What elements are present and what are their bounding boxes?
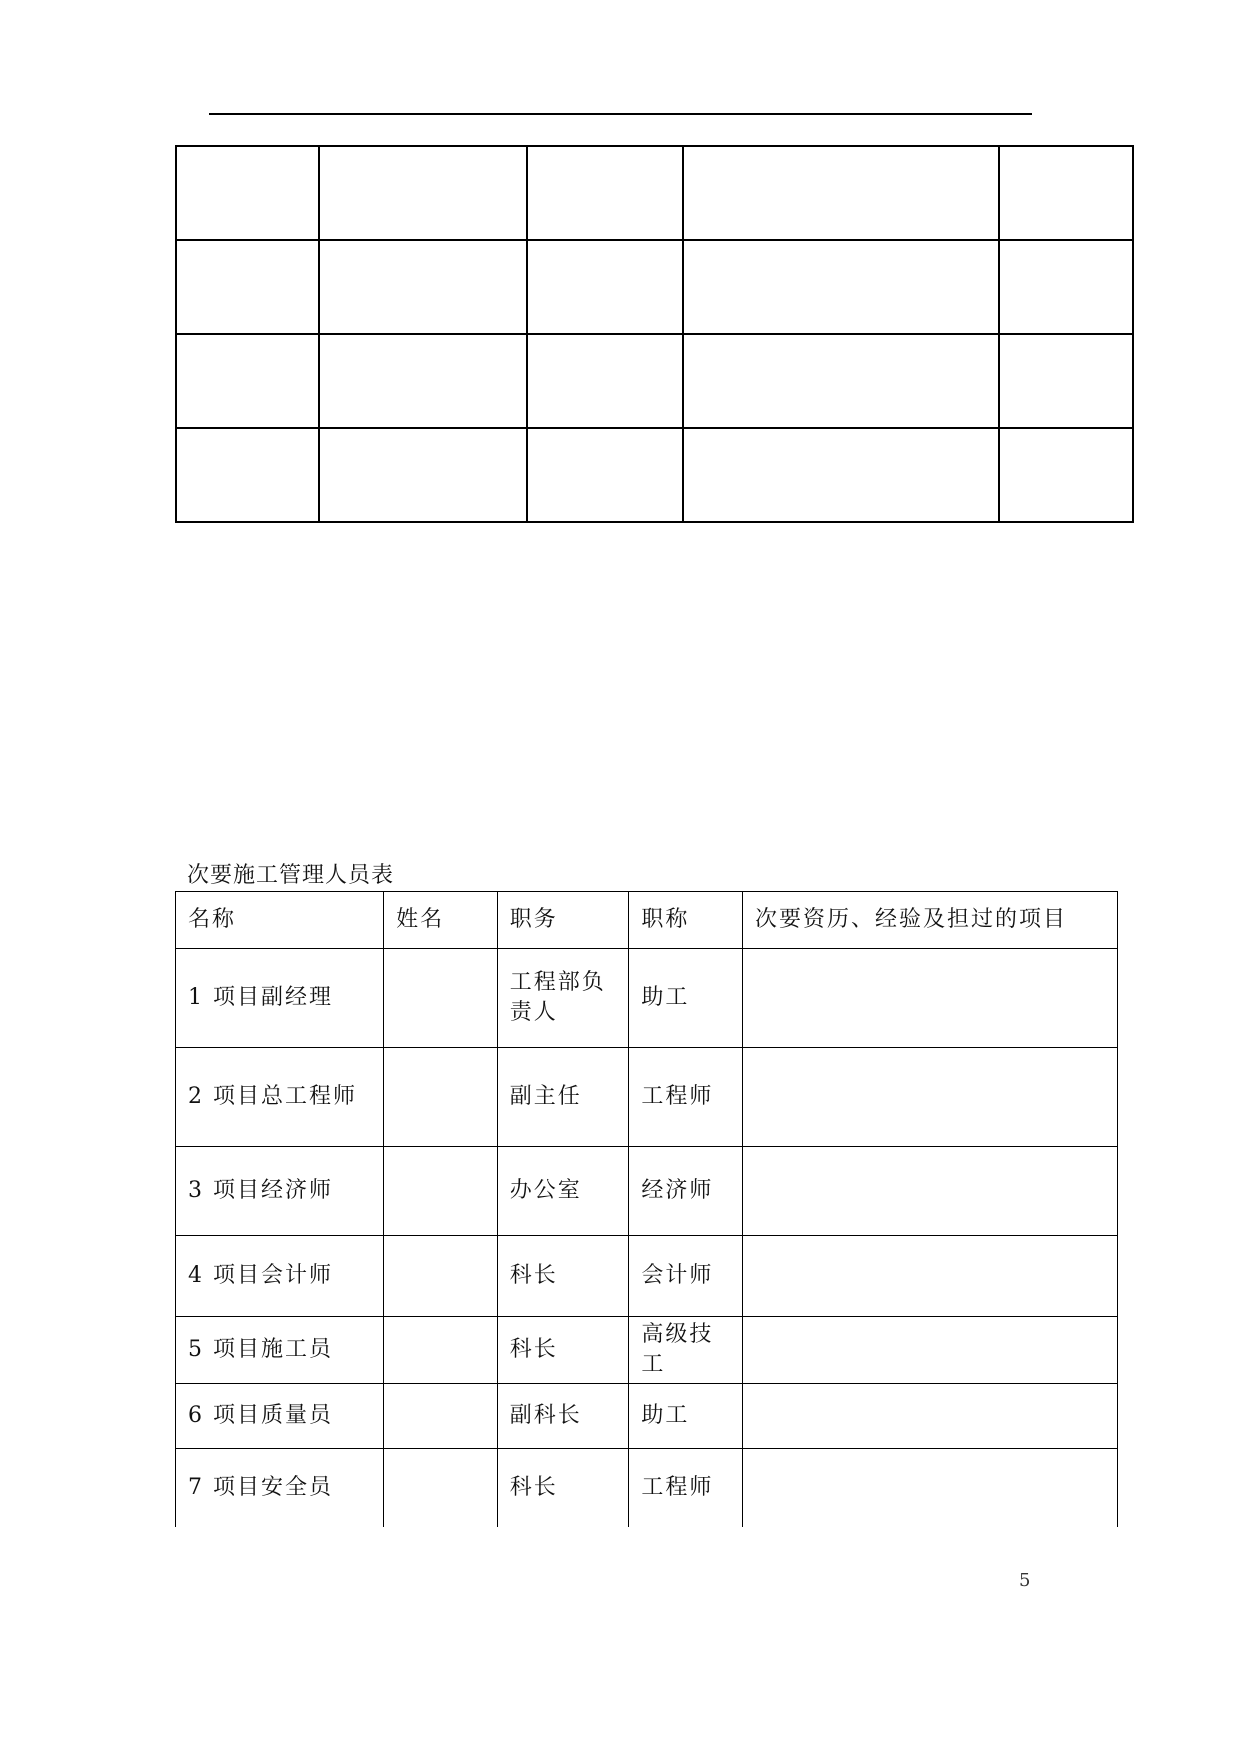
table-cell	[527, 428, 683, 522]
blank-table	[175, 145, 1134, 523]
cell-position: 科长	[497, 1236, 629, 1317]
cell-experience	[742, 949, 1117, 1048]
table-row	[176, 146, 1133, 240]
header-experience: 次要资历、经验及担过的项目	[742, 892, 1117, 949]
table-cell	[999, 146, 1133, 240]
table-row	[176, 1236, 1118, 1317]
cell-position: 工程部负责人	[497, 949, 629, 1048]
table-row	[176, 428, 1133, 522]
table-cell	[319, 240, 527, 334]
cell-person	[384, 1449, 498, 1528]
header-position: 职务	[497, 892, 629, 949]
table-row	[176, 1147, 1118, 1236]
table-row	[176, 1048, 1118, 1147]
table-cell	[176, 334, 319, 428]
table-cell	[683, 428, 999, 522]
cell-position: 科长	[497, 1449, 629, 1528]
table-cell	[683, 146, 999, 240]
page-number: 5	[1019, 1570, 1031, 1591]
table-cell	[319, 334, 527, 428]
cell-title: 工程师	[629, 1449, 743, 1528]
cell-experience	[742, 1147, 1117, 1236]
cell-title: 经济师	[629, 1147, 743, 1236]
cell-name: 5 项目施工员	[176, 1317, 384, 1384]
table-cell	[319, 428, 527, 522]
cell-position: 办公室	[497, 1147, 629, 1236]
table-cell	[999, 240, 1133, 334]
cell-position: 科长	[497, 1317, 629, 1384]
table-cell	[176, 240, 319, 334]
table-cell	[176, 146, 319, 240]
header-title: 职称	[629, 892, 743, 949]
header-rule	[209, 113, 1032, 115]
cell-person	[384, 1384, 498, 1449]
staff-table	[175, 891, 1118, 1527]
header-name: 名称	[176, 892, 384, 949]
table-cell	[176, 428, 319, 522]
cell-person	[384, 949, 498, 1048]
cell-person	[384, 1236, 498, 1317]
table-cell	[527, 146, 683, 240]
cell-experience	[742, 1384, 1117, 1449]
table-cell	[527, 240, 683, 334]
table-cell	[683, 334, 999, 428]
table-cell	[683, 240, 999, 334]
cell-name: 7 项目安全员	[176, 1449, 384, 1528]
table-row	[176, 334, 1133, 428]
table-cell	[999, 428, 1133, 522]
cell-position: 副主任	[497, 1048, 629, 1147]
table-row	[176, 949, 1118, 1048]
table-cell	[999, 334, 1133, 428]
table-row	[176, 240, 1133, 334]
cell-person	[384, 1317, 498, 1384]
cell-name: 4 项目会计师	[176, 1236, 384, 1317]
table-cell	[527, 334, 683, 428]
cell-name: 1 项目副经理	[176, 949, 384, 1048]
header-row	[176, 892, 1118, 949]
cell-name: 2 项目总工程师	[176, 1048, 384, 1147]
cell-title: 助工	[629, 1384, 743, 1449]
table-row	[176, 1449, 1118, 1528]
cell-name: 6 项目质量员	[176, 1384, 384, 1449]
table-row	[176, 1384, 1118, 1449]
cell-experience	[742, 1236, 1117, 1317]
cell-experience	[742, 1048, 1117, 1147]
cell-title: 高级技工	[629, 1317, 743, 1384]
cell-experience	[742, 1449, 1117, 1528]
cell-title: 助工	[629, 949, 743, 1048]
cell-position: 副科长	[497, 1384, 629, 1449]
cell-person	[384, 1048, 498, 1147]
cell-title: 工程师	[629, 1048, 743, 1147]
table-row	[176, 1317, 1118, 1384]
cell-title: 会计师	[629, 1236, 743, 1317]
table-caption: 次要施工管理人员表	[187, 863, 395, 888]
header-person: 姓名	[384, 892, 498, 949]
cell-experience	[742, 1317, 1117, 1384]
cell-person	[384, 1147, 498, 1236]
cell-name: 3 项目经济师	[176, 1147, 384, 1236]
table-cell	[319, 146, 527, 240]
